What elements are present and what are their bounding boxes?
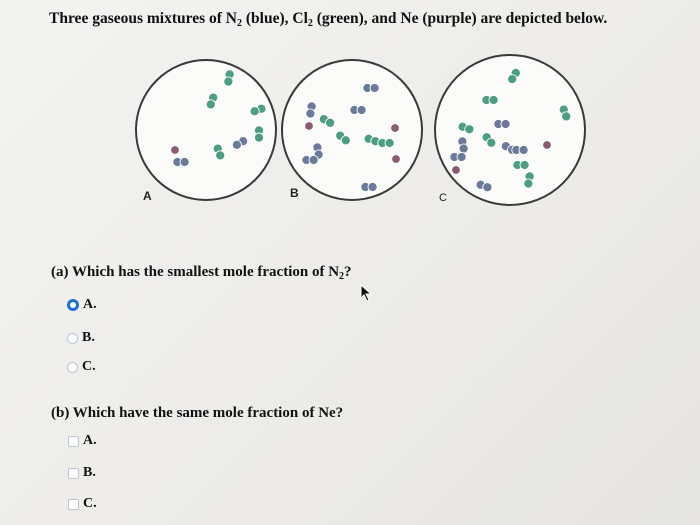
label-a: A xyxy=(143,189,152,203)
n2-molecule xyxy=(494,119,510,128)
cl2-molecule xyxy=(254,126,263,142)
n2-molecule xyxy=(450,152,466,161)
ne-atom xyxy=(451,165,460,174)
mouse-cursor-icon xyxy=(360,284,374,302)
ne-atom xyxy=(170,145,179,154)
cl2-molecule xyxy=(524,172,534,188)
n2-molecule xyxy=(361,182,377,191)
part-a-question: (a) Which has the smallest mole fraction of $N_2$? xyxy=(51,264,352,282)
part-b-option-c[interactable]: C. xyxy=(68,496,97,512)
ne-atom xyxy=(390,123,399,132)
checkbox[interactable] xyxy=(68,468,79,479)
n2-molecule xyxy=(512,145,528,154)
n2-molecule xyxy=(350,105,366,114)
radio-button[interactable] xyxy=(67,333,78,344)
part-b-question: (b) Which have the same mole fraction of Ne? xyxy=(51,405,344,421)
cl2-molecule xyxy=(224,70,234,86)
cl2-molecule xyxy=(513,160,529,169)
label-b: B xyxy=(290,186,299,200)
cl2-molecule xyxy=(482,95,498,104)
ne-atom xyxy=(304,121,313,130)
radio-button[interactable] xyxy=(67,299,79,311)
radio-button[interactable] xyxy=(67,362,78,373)
label-c: C xyxy=(439,192,447,204)
checkbox[interactable] xyxy=(68,436,79,447)
part-a-option-b[interactable]: B. xyxy=(67,330,95,346)
circle-b xyxy=(282,60,422,200)
part-a-option-c[interactable]: C. xyxy=(67,359,96,375)
n2-molecule xyxy=(363,83,379,92)
part-b-option-b[interactable]: B. xyxy=(68,465,96,481)
n2-molecule xyxy=(173,157,189,166)
checkbox[interactable] xyxy=(68,499,79,510)
cl2-molecule xyxy=(378,138,394,147)
part-b-option-a[interactable]: A. xyxy=(68,433,97,449)
question-title: Three gaseous mixtures of $N_2$ (blue), $Cl_2$ (green), and Ne (purple) are depicted below. xyxy=(49,10,608,29)
n2-molecule xyxy=(306,102,316,118)
n2-molecule xyxy=(302,155,318,164)
n2-molecule xyxy=(458,137,468,153)
part-a-option-a[interactable]: A. xyxy=(67,297,97,313)
ne-atom xyxy=(542,140,551,149)
ne-atom xyxy=(391,154,400,163)
